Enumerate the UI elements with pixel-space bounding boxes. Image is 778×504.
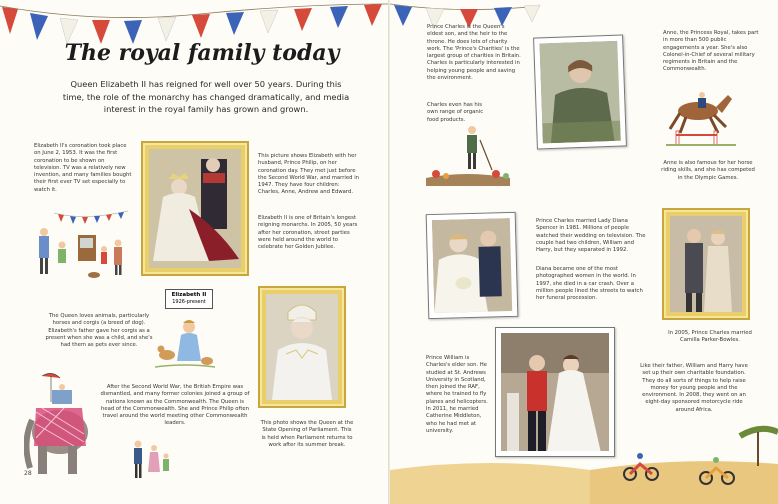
corgis-text: The Queen loves animals, particularly horses and corgis (a breed of dog). Elizabeth's father gave her corgis as a present when she was a child, and she's had them as pets ever since.: [45, 313, 153, 349]
wedding-photo-text: This picture shows Elizabeth with her husband, Prince Philip, on her coronation day. They met just before the Second World War, and married in 1947. They have four children: Charles, Anne, Andrew and Edward.: [258, 153, 360, 196]
anne-photo-frame: [533, 34, 627, 149]
page-number: 28: [24, 470, 32, 477]
label-name: Elizabeth II: [171, 292, 207, 298]
coronation-photo-frame: [141, 141, 249, 276]
anne-photo: [539, 41, 620, 144]
camilla-photo-frame: [662, 208, 750, 320]
parliament-text: This photo shows the Queen at the State Opening of Parliament. This is held when Parliament returns to work after its summer break.: [260, 420, 354, 448]
label-detail: 1926-present: [172, 299, 206, 305]
harry-text: Like their father, William and Harry have set up their own charitable foundation. They do all sorts of things to help raise money for young people and the environment. In 2008, they went on an eight-day sponsored motorcycle ride around Africa.: [640, 363, 748, 413]
diana-wedding-photo: [432, 218, 512, 313]
motorcycle-landscape-illustration: [590, 420, 778, 504]
longest-reign-text: Elizabeth II is one of Britain's longest reigning monarchs. In 2005, 50 years after her coronation, street parties were held around the world to celebrate her Golden Jubilee.: [258, 215, 358, 251]
camilla-text: In 2005, Prince Charles married Camilla Parker-Bowles.: [668, 330, 752, 344]
diana-wedding-photo-frame: [426, 212, 519, 319]
camilla-photo: [670, 216, 742, 312]
parliament-photo: [266, 294, 338, 400]
intro-text: Queen Elizabeth II has reigned for well over 50 years. During this time, the role of the monarchy has changed dramatically, and media interest in the royal family has grown and grown.: [62, 79, 350, 114]
tv-party-illustration: [34, 205, 132, 280]
queen-corgis-illustration: [155, 315, 215, 371]
bunting-left: [0, 0, 389, 45]
diana-text: Prince Charles married Lady Diana Spencer in 1981. Millions of people watched their wedding on television. The couple had two children, William and Harry, but they separated in 1992.: [536, 218, 646, 254]
charles-text: Prince Charles is the Queen's eldest son, and the heir to the throne. He does lots of charity work. The 'Prince's Charities' is the largest group of charities in Britain. Charles is particularly interested in helping young people and saving the environment.: [427, 24, 521, 82]
anne-text: Anne, the Princess Royal, takes part in more than 500 public engagements a year. She's also Colonel-in-Chief of several military regiments in Britain and the Commonwealth.: [663, 30, 759, 73]
coronation-text: Elizabeth II's coronation took place on June 2, 1953. It was the first coronation to be shown on television. TV was a relatively new invention, and many families bought their first ever TV set especially to watch it.: [34, 143, 132, 193]
charles-farm-text: Charles even has his own range of organic food products.: [427, 102, 484, 123]
parliament-photo-frame: [258, 286, 346, 408]
elephant-illustration: [24, 372, 94, 478]
royals-walking-illustration: [128, 438, 174, 482]
william-text: Prince William is Charles's elder son. He studied at St. Andrews University in Scotland, then joined the RAF, where he trained to fly planes and helicopters. In 2011, he married Catherine Middleton, who he had met at university.: [426, 355, 488, 434]
horse-jumping-illustration: [666, 85, 736, 147]
diana-photo-text: Diana became one of the most photographed women in the world. In 1997, she died in a car crash. Over a million people lined the streets to watch her funeral procession.: [536, 266, 643, 302]
charles-gardening-illustration: [420, 120, 515, 192]
right-page: [390, 0, 778, 504]
anne-horse-text: Anne is also famous for her horse riding skills, and she has competed in the Olympic Games.: [661, 160, 755, 181]
page-title: The royal family today: [64, 40, 340, 66]
elizabeth-label-card: [165, 289, 213, 309]
coronation-photo: [149, 149, 241, 268]
savanna-ground-illustration: [390, 440, 590, 504]
commonwealth-text: After the Second World War, the British Empire was dismantled, and many former colonies joined a group of nations known as the Commonwealth. The Queen is head of the Commonwealth. She and Prince Philip often travel around the world meeting other Commonwealth leaders.: [100, 384, 250, 427]
